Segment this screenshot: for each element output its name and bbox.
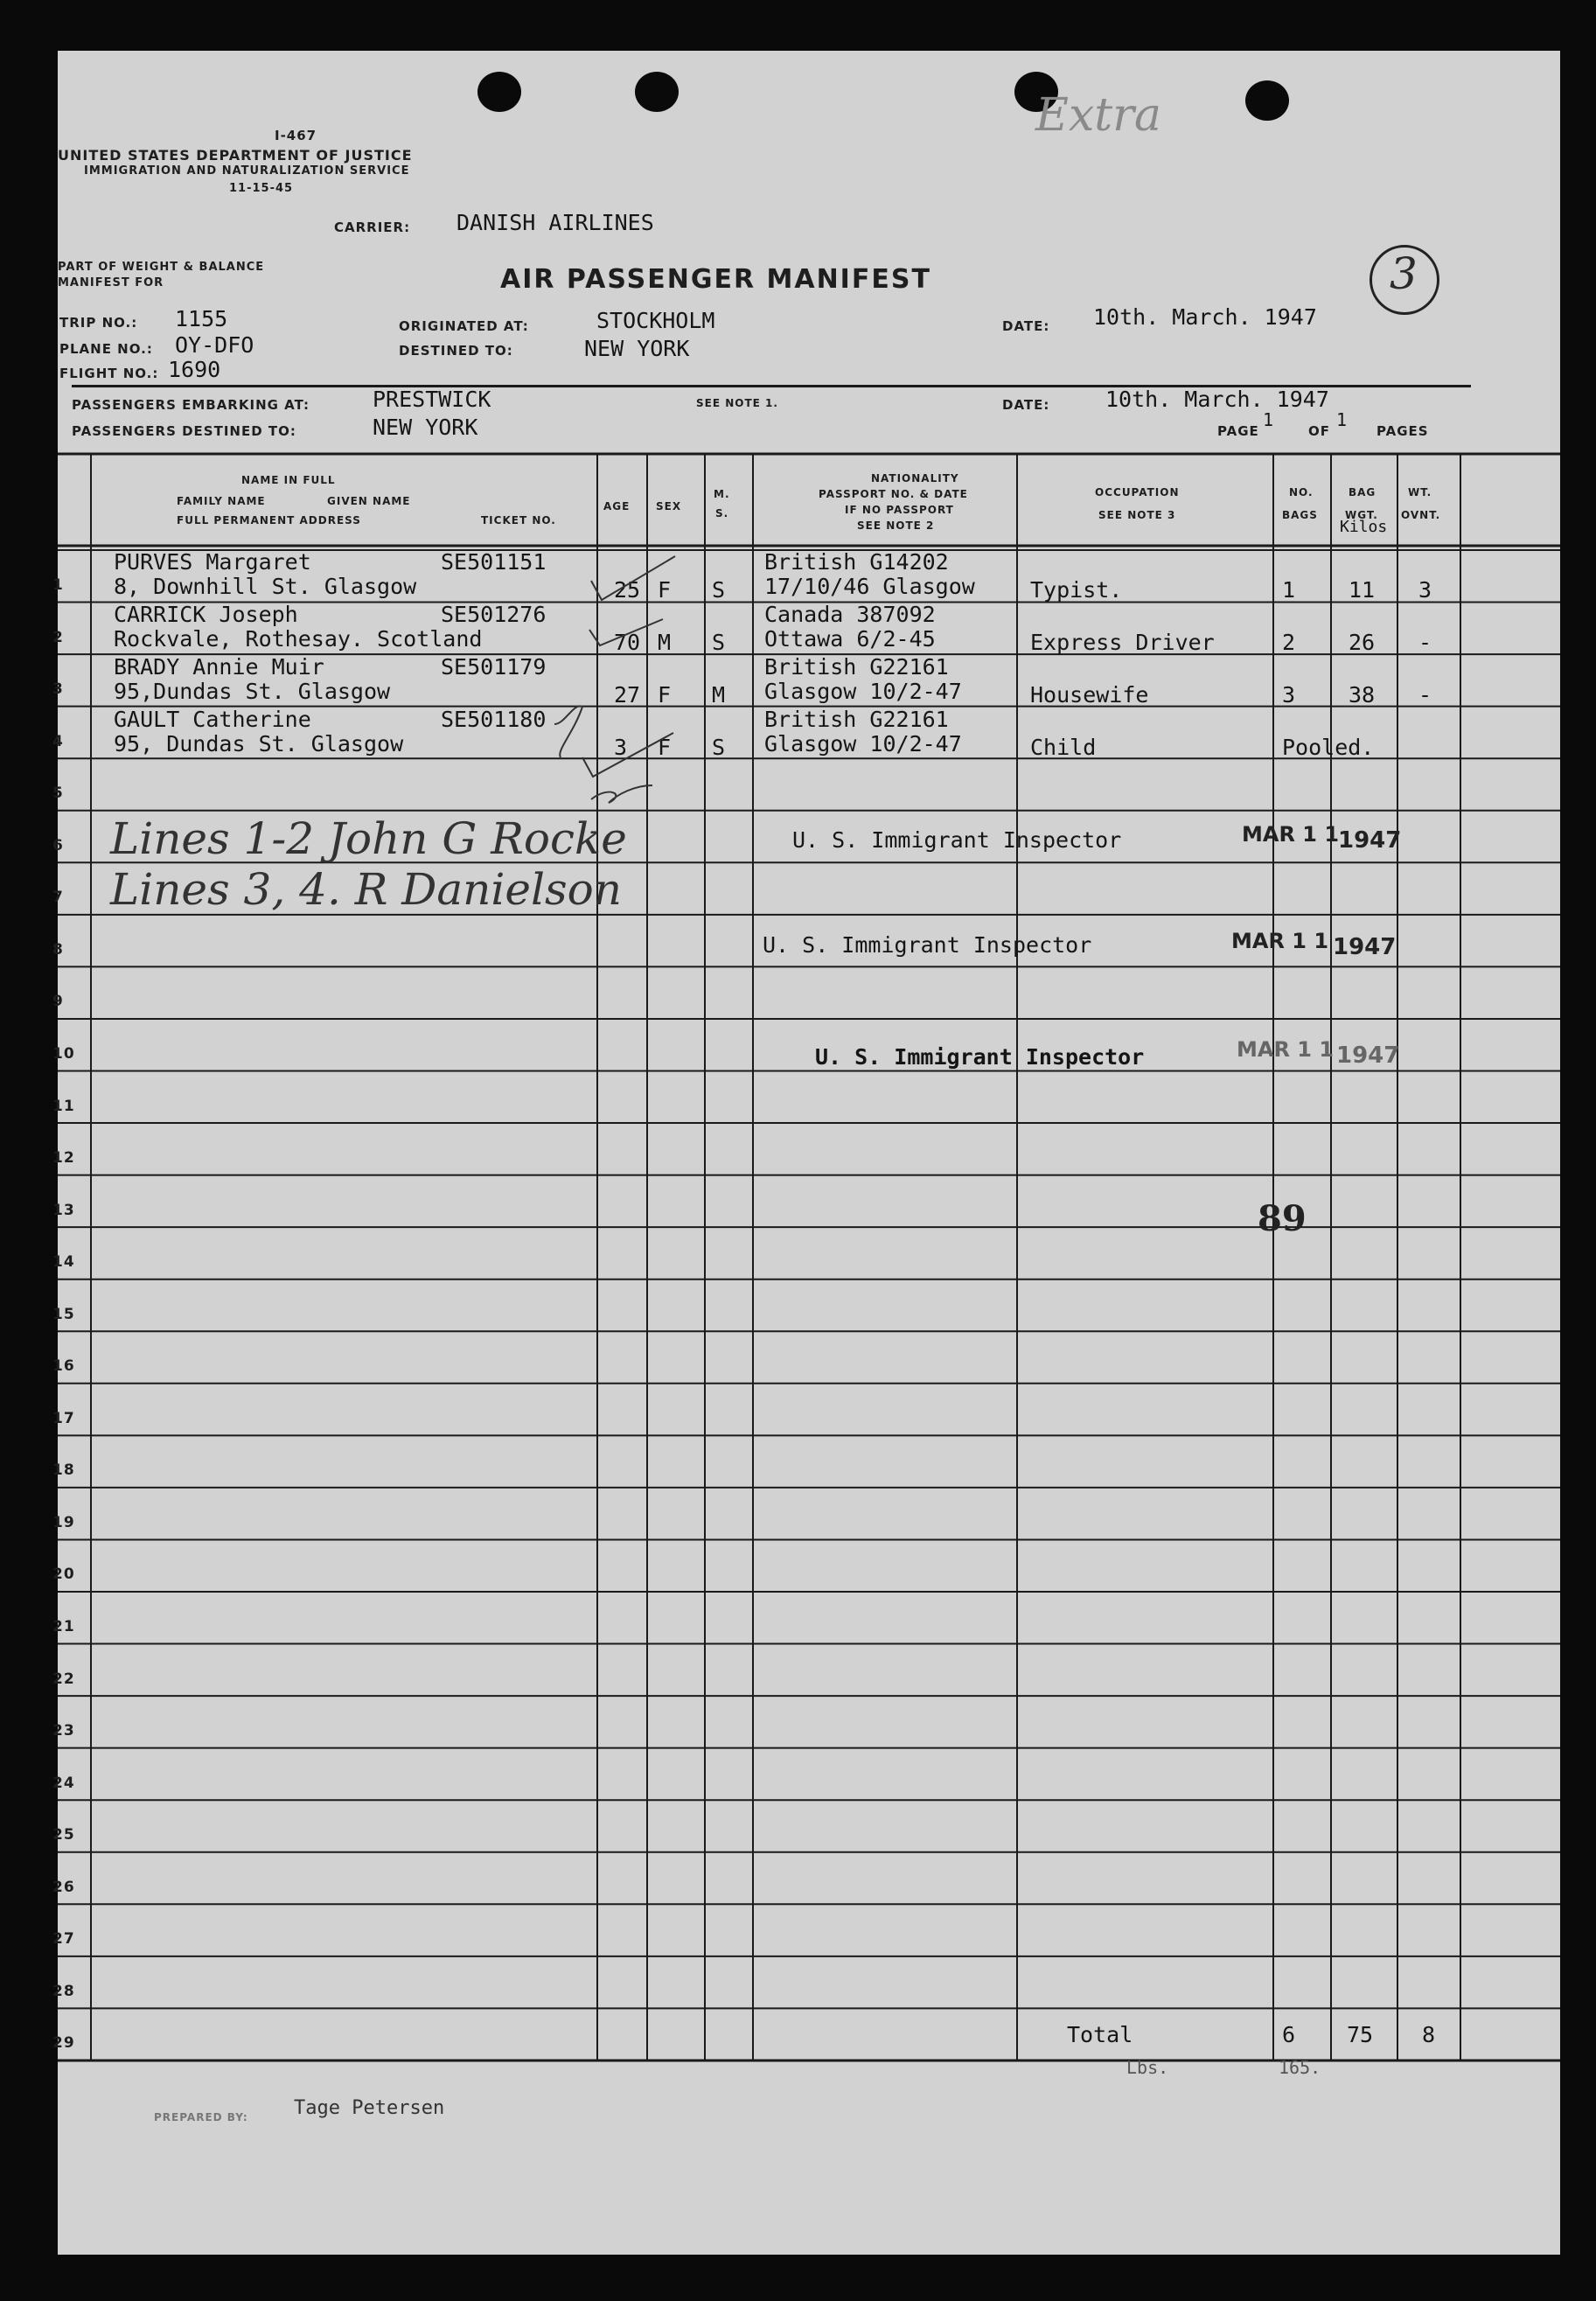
row-number: 10	[52, 1044, 75, 1063]
inspector-signature-1: Lines 1-2 John G Rocke	[110, 813, 627, 864]
date-label: DATE:	[1002, 318, 1050, 334]
passenger-sex: F	[658, 682, 672, 708]
destined-label: DESTINED TO:	[399, 343, 513, 359]
stamp3-year: 1947	[1336, 1042, 1400, 1069]
passport-date: Ottawa 6/2-45	[764, 626, 936, 652]
ticket-number: SE501276	[441, 602, 547, 627]
inspector-signature-2: Lines 3, 4. R Danielson	[110, 864, 622, 915]
passenger-age: 70	[614, 630, 641, 655]
col-name-in-full: NAME IN FULL	[241, 474, 336, 486]
nationality-passport: British G22161	[764, 707, 949, 732]
col-m: M.	[714, 488, 730, 500]
row-number: 22	[52, 1670, 75, 1688]
check-marks	[58, 51, 1560, 2255]
overnight-weight: 3	[1418, 577, 1432, 603]
inspector-title-1: U. S. Immigrant Inspector	[792, 827, 1122, 853]
col-wt: WT.	[1408, 486, 1432, 499]
manifest-paper	[52, 51, 1560, 2255]
of-label: OF	[1308, 423, 1330, 439]
bag-count: 2	[1282, 630, 1296, 655]
nationality-passport: Canada 387092	[764, 602, 936, 627]
row-number: 25	[52, 1826, 75, 1844]
nationality-passport: British G14202	[764, 549, 949, 575]
of-number: 1	[1336, 409, 1348, 430]
passenger-sex: F	[658, 577, 672, 603]
plane-label: PLANE NO.:	[59, 341, 153, 357]
trip-label: TRIP NO.:	[59, 315, 138, 331]
department-title: UNITED STATES DEPARTMENT OF JUSTICE	[58, 147, 413, 164]
occupation: Child	[1030, 735, 1097, 760]
marital-status: S	[712, 577, 726, 603]
inspector-title-2: U. S. Immigrant Inspector	[763, 932, 1092, 958]
col-if-no-passport: IF NO PASSPORT	[845, 504, 954, 516]
row-number: 18	[52, 1461, 75, 1480]
trip-value: 1155	[175, 306, 228, 331]
weight-balance-note: PART OF WEIGHT & BALANCE	[58, 261, 265, 274]
destined-value: NEW YORK	[584, 336, 690, 361]
row-number: 13	[52, 1201, 75, 1219]
inspector-title-3: U. S. Immigrant Inspector	[815, 1044, 1145, 1070]
passenger-address: 95, Dundas St. Glasgow	[114, 731, 404, 757]
date2-value: 10th. March. 1947	[1105, 387, 1329, 412]
row-number: 5	[52, 784, 64, 803]
date-value: 10th. March. 1947	[1093, 304, 1317, 330]
manifest-for-label: MANIFEST FOR	[58, 276, 164, 289]
total-label: Total	[1067, 2022, 1133, 2047]
col-sex: SEX	[656, 500, 682, 512]
ticket-number: SE501151	[441, 549, 547, 575]
pages-label: PAGES	[1376, 423, 1429, 439]
passport-date: 17/10/46 Glasgow	[764, 574, 975, 599]
total-bags: 6	[1282, 2022, 1296, 2047]
bag-count: 1	[1282, 577, 1296, 603]
row-number: 12	[52, 1149, 75, 1168]
pax-destined-label: PASSENGERS DESTINED TO:	[72, 423, 296, 439]
row-number: 21	[52, 1618, 75, 1635]
overnight-weight: -	[1418, 630, 1432, 655]
stamp-number: 89	[1258, 1198, 1307, 1239]
row-number: 24	[52, 1774, 75, 1792]
col-bag: BAG	[1349, 486, 1376, 499]
manifest-title: AIR PASSENGER MANIFEST	[500, 264, 931, 295]
passenger-name: BRADY Annie Muir	[114, 654, 324, 680]
nationality-passport: British G22161	[764, 654, 949, 680]
passenger-name: CARRICK Joseph	[114, 602, 298, 627]
stamp2-year: 1947	[1333, 934, 1397, 960]
carrier-value: DANISH AIRLINES	[456, 210, 654, 235]
row-number: 29	[52, 2034, 75, 2053]
service-title: IMMIGRATION AND NATURALIZATION SERVICE	[84, 164, 410, 178]
row-number: 20	[52, 1565, 75, 1584]
col-nationality: NATIONALITY	[871, 472, 959, 485]
row-number: 9	[52, 993, 64, 1011]
passenger-sex: M	[658, 630, 672, 655]
overnight-weight: -	[1418, 682, 1432, 708]
bag-weight: 38	[1349, 682, 1376, 708]
ticket-number: SE501180	[441, 707, 547, 732]
carrier-label: CARRIER:	[334, 220, 411, 235]
col-see-note-3: SEE NOTE 3	[1098, 509, 1176, 521]
row-number: 17	[52, 1409, 75, 1427]
passenger-sex: F	[658, 735, 672, 760]
stamp1-date: MAR 1 1	[1242, 822, 1340, 847]
row-number: 16	[52, 1357, 75, 1376]
row-number: 11	[52, 1097, 75, 1115]
bag-count: 3	[1282, 682, 1296, 708]
occupation: Typist.	[1030, 577, 1123, 603]
stamp1-year: 1947	[1338, 827, 1402, 854]
row-number: 8	[52, 940, 64, 959]
marital-status: M	[712, 682, 726, 708]
passenger-age: 3	[614, 735, 628, 760]
date2-label: DATE:	[1002, 397, 1050, 413]
flight-label: FLIGHT NO.:	[59, 366, 159, 381]
prepared-by-label: PREPARED BY:	[154, 2111, 248, 2123]
total-unit-value: 165.	[1279, 2057, 1321, 2078]
stamp2-date: MAR 1 1	[1231, 929, 1329, 953]
passenger-age: 25	[614, 577, 641, 603]
embarking-label: PASSENGERS EMBARKING AT:	[72, 397, 310, 413]
col-family-name: FAMILY NAME	[177, 495, 266, 507]
row-number: 4	[52, 732, 64, 750]
originated-value: STOCKHOLM	[596, 308, 715, 333]
page-circle-number: 3	[1390, 248, 1418, 299]
row-number: 3	[52, 680, 64, 699]
bag-count: Pooled.	[1282, 735, 1375, 760]
total-wgt: 75	[1347, 2022, 1374, 2047]
col-no: NO.	[1289, 486, 1314, 499]
col-bags: BAGS	[1282, 509, 1318, 521]
stamp3-date: MAR 1 1	[1237, 1037, 1335, 1062]
marital-status: S	[712, 630, 726, 655]
passenger-name: GAULT Catherine	[114, 707, 311, 732]
row-number: 19	[52, 1513, 75, 1531]
row-number: 14	[52, 1253, 75, 1272]
col-s: S.	[715, 507, 729, 519]
col-see-note-2: SEE NOTE 2	[857, 519, 935, 532]
flight-value: 1690	[168, 357, 221, 382]
col-ticket: TICKET NO.	[481, 514, 556, 526]
passenger-address: 8, Downhill St. Glasgow	[114, 574, 417, 599]
bag-weight: 26	[1349, 630, 1376, 655]
total-wt: 8	[1422, 2022, 1436, 2047]
row-number: 27	[52, 1930, 75, 1949]
row-number: 28	[52, 1982, 75, 2000]
embarking-value: PRESTWICK	[373, 387, 491, 412]
form-number: I-467	[275, 128, 317, 143]
row-number: 26	[52, 1878, 75, 1896]
col-occupation: OCCUPATION	[1095, 486, 1180, 499]
row-number: 1	[52, 576, 64, 594]
row-number: 7	[52, 889, 64, 907]
prepared-by-value: Tage Petersen	[294, 2097, 445, 2119]
row-number: 23	[52, 1722, 75, 1740]
extra-annotation: Extra	[1035, 89, 1162, 142]
passenger-address: Rockvale, Rothesay. Scotland	[114, 626, 483, 652]
passenger-name: PURVES Margaret	[114, 549, 311, 575]
originated-label: ORIGINATED AT:	[399, 318, 529, 334]
form-revision: 11-15-45	[229, 182, 294, 195]
passport-date: Glasgow 10/2-47	[764, 679, 962, 704]
passport-date: Glasgow 10/2-47	[764, 731, 962, 757]
page-number: 1	[1263, 409, 1274, 430]
col-kilos: Kilos	[1340, 518, 1388, 536]
bag-weight: 11	[1349, 577, 1376, 603]
ticket-number: SE501179	[441, 654, 547, 680]
col-address: FULL PERMANENT ADDRESS	[177, 514, 361, 526]
passenger-age: 27	[614, 682, 641, 708]
col-passport: PASSPORT NO. & DATE	[819, 488, 968, 500]
col-ovnt: OVNT.	[1401, 509, 1441, 521]
occupation: Housewife	[1030, 682, 1149, 708]
marital-status: S	[712, 735, 726, 760]
col-given-name: GIVEN NAME	[327, 495, 411, 507]
col-age: AGE	[603, 500, 631, 512]
pax-destined-value: NEW YORK	[373, 415, 478, 440]
row-number: 6	[52, 836, 64, 854]
passenger-address: 95,Dundas St. Glasgow	[114, 679, 391, 704]
row-number: 2	[52, 628, 64, 646]
row-number: 15	[52, 1305, 75, 1323]
col-wgt: WGT.	[1345, 509, 1378, 521]
total-unit-lbs: Lbs.	[1126, 2057, 1169, 2078]
see-note-1: SEE NOTE 1.	[696, 397, 778, 409]
occupation: Express Driver	[1030, 630, 1215, 655]
plane-value: OY-DFO	[175, 332, 254, 358]
page-label: PAGE	[1217, 423, 1259, 439]
